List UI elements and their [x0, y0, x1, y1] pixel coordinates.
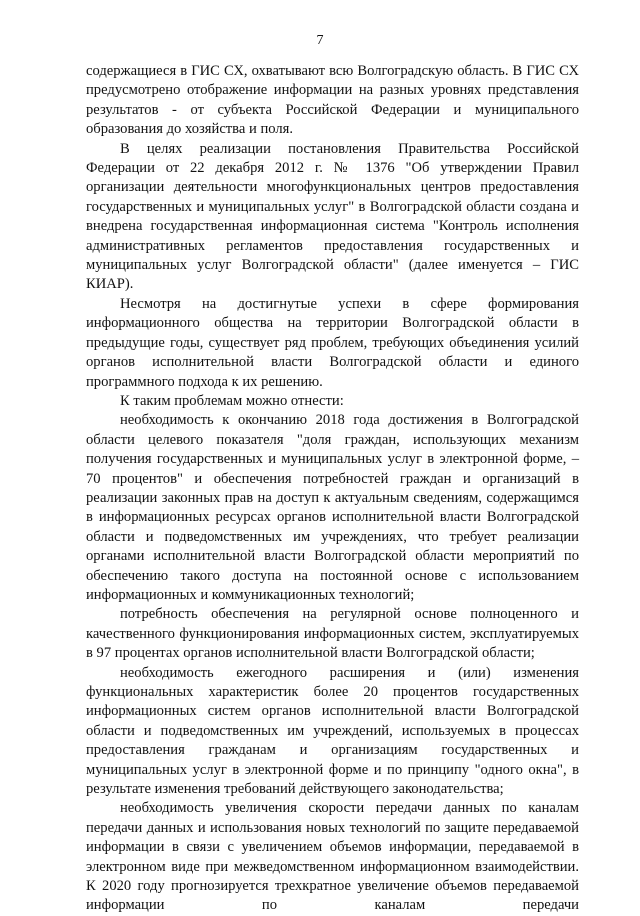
paragraph-3: Несмотря на достигнутые успехи в сфере формирования информационного общества на территории Волгоградской области в предыдущие годы, существует ряд проблем, требующих объединения усилий органов исполнительной власти Волгоградской области и единого программного подхода к их решению.: [86, 295, 579, 390]
paragraph-8: необходимость увеличения скорости передачи данных по каналам передачи данных и использования новых технологий по защите передаваемой информации в связи с увеличением объемов информации, передаваемой в электронном виде при межведомственном информационном взаимодействии. К 2020 году прогнозируется трехкратное увеличение объемов передаваемой информации по каналам передачи: [86, 800, 579, 914]
paragraph-6: потребность обеспечения на регулярной основе полноценного и качественного функционирования информационных систем, эксплуатируемых в 97 процентах органов исполнительной власти Волгоградской области;: [86, 606, 579, 662]
page-number: 7: [316, 33, 324, 48]
paragraph-7: необходимость ежегодного расширения и (или) изменения функциональных характеристик более 20 процентов государственных информационных систем органов исполнительной власти Волгоградской области и подведомственных им учреждений, используемых в процессах предоставления гражданам и организациям государственных и муниципальных услуг в электронной форме и по принципу "одного окна", в результате изменения требований действующего законодательства;: [86, 664, 579, 798]
paragraph-2: В целях реализации постановления Правительства Российской Федерации от 22 декабря 2012 г. № 1376 "Об утверждении Правил организации деятельности многофункциональных центров предоставления государственных и муниципальных услуг" в Волгоградской области создана и внедрена государственная информационная система "Контроль исполнения административных регламентов предоставления государственных и муниципальных услуг Волгоградской области" (далее именуется – ГИС КИАР).: [86, 140, 579, 293]
paragraph-5: необходимость к окончанию 2018 года достижения в Волгоградской области целевого показателя "доля граждан, использующих механизм получения государственных и муниципальных услуг в электронной форме, – 70 процентов" и обеспечения потребностей граждан и организаций в реализации законных прав на доступ к актуальным сведениям, содержащимся в информационных ресурсах органов исполнительной власти Волгоградской области и подведомственных им учреждениях, что требует реализации органами исполнительной власти Волгоградской области мероприятий по обеспечению такого доступа на постоянной основе с использованием информационных и коммуникационных технологий;: [86, 412, 579, 603]
paragraph-4: К таким проблемам можно отнести:: [120, 392, 344, 409]
body-text: [86, 62, 579, 916]
paragraph-1: содержащиеся в ГИС СХ, охватывают всю Волгоградскую область. В ГИС СХ предусмотрено отображение информации на разных уровнях представления результатов - от субъекта Российской Федерации и муниципального образования до хозяйства и поля.: [86, 63, 579, 138]
